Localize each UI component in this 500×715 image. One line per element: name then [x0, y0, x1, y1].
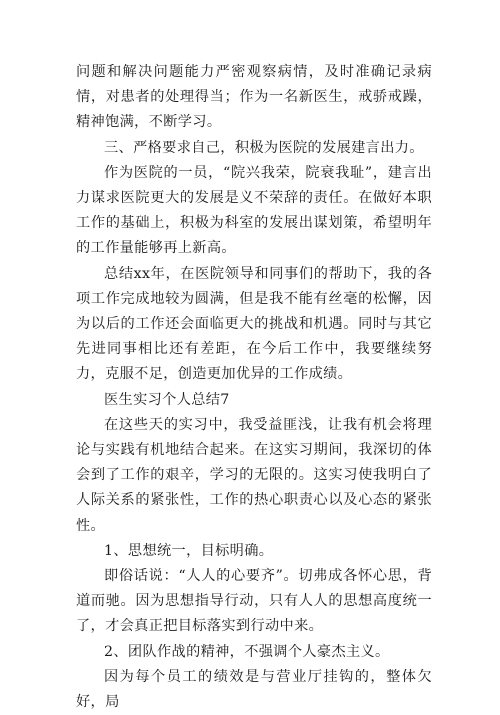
paragraph: 因为每个员工的绩效是与营业厅挂钩的，整体欠好，局 — [76, 668, 432, 711]
section-heading-3: 三、严格要求自己，积极为医院的发展建言出力。 — [104, 139, 424, 156]
point-heading-1: 1、思想统一，目标明确。 — [104, 542, 274, 559]
paragraph-continuation: 问题和解决问题能力严密观察病情，及时准确记录病情，对患者的处理得当；作为一名新医生，戒骄戒躁，精神饱满，不断学习。 — [76, 64, 432, 131]
paragraph: 在这些天的实习中，我受益匪浅，让我有机会将理论与实践有机地结合起来。在这实习期间，我深切的体会到了工作的艰辛，学习的无限的。这实习使我明白了人际关系的紧张性，工作的热心职责心以及心态的紧张性。 — [76, 416, 432, 534]
document-page — [76, 60, 432, 715]
paragraph: 即俗话说：“人人的心要齐”。切弗成各怀心思，背道而驰。因为思想指导行动，只有人人的思想高度统一了，才会真正把目标落实到行动中来。 — [76, 568, 432, 635]
document-subtitle: 医生实习个人总结7 — [104, 391, 230, 408]
point-heading-2: 2、团队作战的精神，不强调个人豪杰主义。 — [104, 643, 390, 660]
paragraph: 总结xx年，在医院领导和同事们的帮助下，我的各项工作完成地较为圆满，但是我不能有丝毫的松懈，因为以后的工作还会面临更大的挑战和机遇。同时与其它先进同事相比还有差距，在今后工作中，我要继续努力，克服不足，创造更加优异的工作成绩。 — [76, 265, 432, 383]
paragraph: 作为医院的一员，“院兴我荣，院衰我耻”，建言出力谋求医院更大的发展是义不荣辞的责任。在做好本职工作的基础上，积极为科室的发展出谋划策，希望明年的工作量能够再上新高。 — [76, 164, 432, 257]
